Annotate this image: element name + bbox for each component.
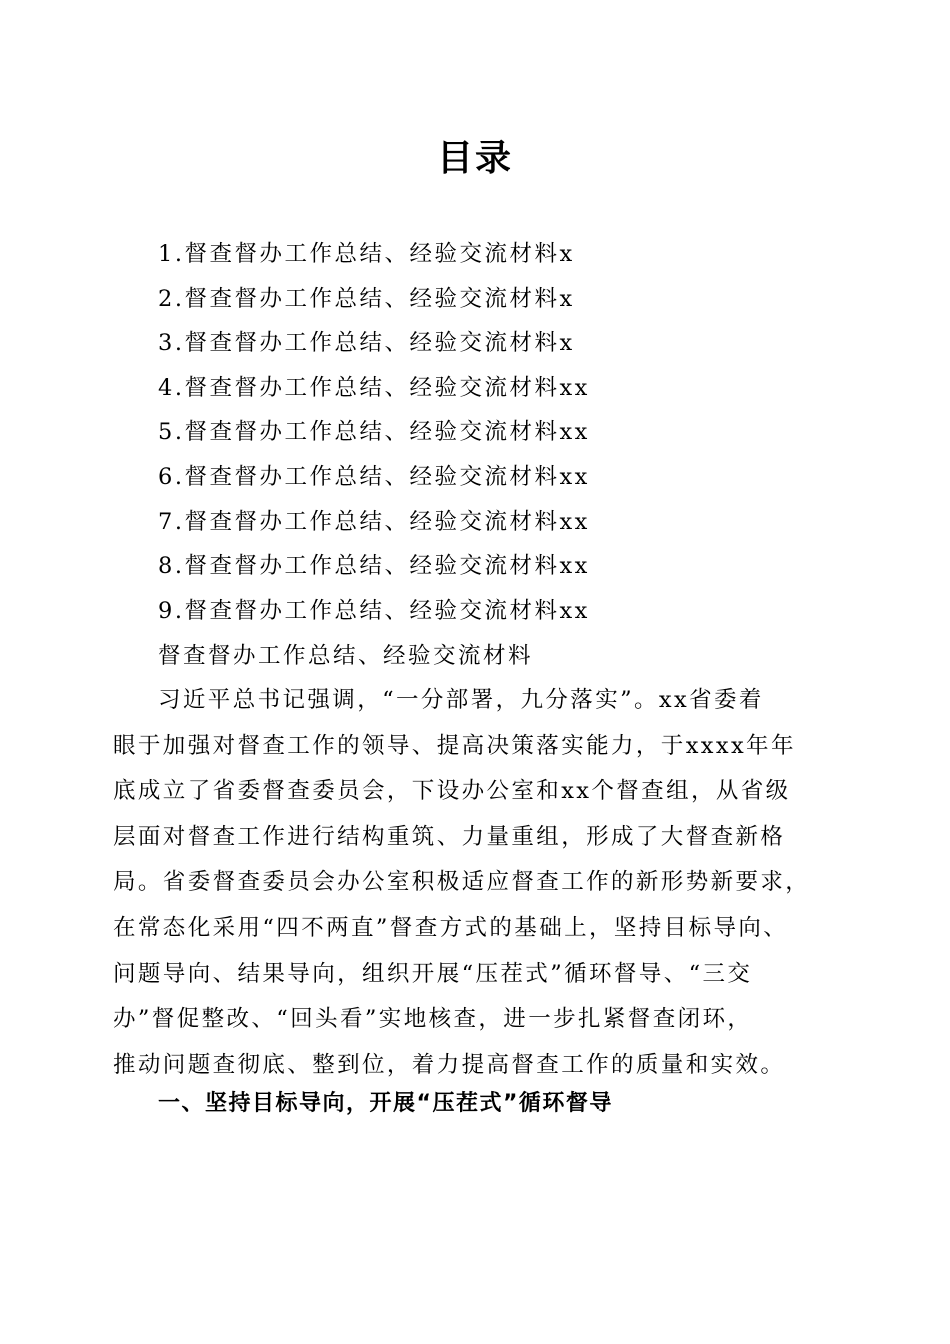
paragraph-line: 眼于加强对督查工作的领导、提高决策落实能力，于xxxx年年 bbox=[113, 732, 796, 759]
paragraph-line: 问题导向、结果导向，组织开展“压茬式”循环督导、“三交 bbox=[113, 960, 753, 987]
toc-item: 6.督查督办工作总结、经验交流材料xx bbox=[158, 463, 590, 490]
toc-item: 4.督查督办工作总结、经验交流材料xx bbox=[158, 374, 590, 401]
toc-item: 7.督查督办工作总结、经验交流材料xx bbox=[158, 508, 590, 535]
paragraph-line: 习近平总书记强调，“一分部署，九分落实”。xx省委着 bbox=[158, 687, 764, 713]
table-of-contents bbox=[158, 232, 590, 633]
toc-item: 3.督查督办工作总结、经验交流材料x bbox=[158, 330, 575, 357]
paragraph-line: 底成立了省委督查委员会，下设办公室和xx个督查组，从省级 bbox=[113, 778, 791, 805]
page-title: 目录 bbox=[436, 138, 513, 179]
section-heading: 一、坚持目标导向，开展“压茬式”循环督导 bbox=[158, 1091, 613, 1116]
paragraph-line: 层面对督查工作进行结构重筑、力量重组，形成了大督查新格 bbox=[113, 823, 786, 850]
toc-item: 2.督查督办工作总结、经验交流材料x bbox=[158, 285, 575, 312]
paragraph-line: 推动问题查彻底、整到位，着力提高督查工作的质量和实效。 bbox=[113, 1051, 786, 1078]
paragraph-line: 在常态化采用“四不两直”督查方式的基础上，坚持目标导向、 bbox=[113, 914, 789, 941]
document-heading: 督查督办工作总结、经验交流材料 bbox=[158, 643, 534, 669]
body-paragraph bbox=[113, 678, 853, 1088]
toc-item: 9.督查督办工作总结、经验交流材料xx bbox=[158, 597, 590, 624]
paragraph-line: 局。省委督查委员会办公室积极适应督查工作的新形势新要求， bbox=[113, 869, 811, 896]
toc-item: 1.督查督办工作总结、经验交流材料x bbox=[158, 241, 575, 267]
toc-item: 8.督查督办工作总结、经验交流材料xx bbox=[158, 553, 590, 580]
paragraph-line: 办”督促整改、“回头看”实地核查，进一步扎紧督查闭环， bbox=[113, 1006, 753, 1033]
toc-item: 5.督查督办工作总结、经验交流材料xx bbox=[158, 419, 590, 446]
